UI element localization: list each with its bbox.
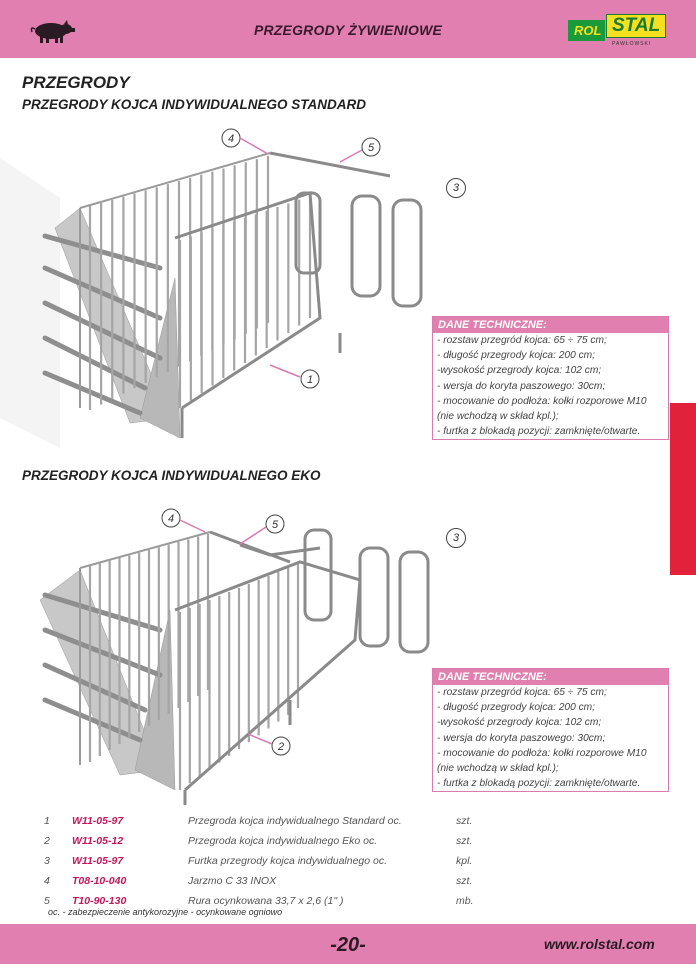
- parts-row: [40, 872, 490, 892]
- part-code: W11-05-12: [72, 835, 124, 847]
- tech-box-standard: [432, 316, 669, 440]
- part-unit: szt.: [456, 815, 473, 827]
- part-number: 1: [44, 815, 50, 827]
- callout-4: 4: [227, 133, 235, 145]
- tech-line: - furtka z blokadą pozycji: zamknięte/otwarte.: [437, 426, 641, 438]
- parts-row: [40, 852, 490, 872]
- callout-3-p2: [446, 528, 466, 548]
- page-side-tab: [670, 403, 696, 575]
- rolstal-logo: [568, 14, 668, 50]
- tech-heading: DANE TECHNICZNE:: [433, 317, 668, 333]
- callout-4: 4: [167, 513, 175, 525]
- part-unit: szt.: [456, 875, 473, 887]
- part-unit: kpl.: [456, 855, 473, 867]
- tech-line: - rozstaw przegród kojca: 65 ÷ 75 cm;: [437, 687, 607, 698]
- tech-line: - długość przegrody kojca: 200 cm;: [437, 702, 595, 714]
- part-code: T08-10-040: [72, 875, 127, 887]
- callout-3-label: 3: [452, 182, 460, 194]
- product2-title: PRZEGRODY KOJCA INDYWIDUALNEGO EKO: [22, 468, 321, 483]
- product1-title: PRZEGRODY KOJCA INDYWIDUALNEGO STANDARD: [22, 97, 367, 112]
- part-code: W11-05-97: [72, 815, 124, 827]
- part-number: 4: [44, 875, 50, 887]
- tech-heading: DANE TECHNICZNE:: [433, 669, 668, 685]
- product1-illustration: [0, 118, 440, 458]
- parts-row: [40, 812, 490, 832]
- parts-row: [40, 832, 490, 852]
- callout-1: 1: [306, 374, 314, 386]
- part-description: Przegroda kojca indywidualnego Standard oc.: [188, 815, 402, 827]
- tech-line: - rozstaw przegród kojca: 65 ÷ 75 cm;: [437, 335, 607, 346]
- page-number: -20-: [330, 934, 366, 956]
- tech-line: -wysokość przegrody kojca: 102 cm;: [437, 717, 602, 729]
- section-title: PRZEGRODY: [22, 73, 130, 92]
- callout-5: 5: [271, 519, 279, 531]
- part-description: Jarzmo C 33 INOX: [188, 875, 277, 887]
- header-title: PRZEGRODY ŻYWIENIOWE: [253, 22, 443, 38]
- website-link[interactable]: www.rolstal.com: [544, 936, 655, 952]
- product2-illustration: [0, 500, 440, 805]
- callout-3-p1: [446, 178, 466, 198]
- logo-stal: STAL: [606, 14, 666, 38]
- part-description: Przegroda kojca indywidualnego Eko oc.: [188, 835, 378, 847]
- tech-line: (nie wchodzą w skład kpl.);: [437, 763, 559, 775]
- part-number: 2: [44, 835, 50, 847]
- part-description: Furtka przegrody kojca indywidualnego oc.: [188, 855, 388, 867]
- part-number: 3: [44, 855, 50, 867]
- part-unit: szt.: [456, 835, 473, 847]
- tech-line: - mocowanie do podłoża: kołki rozporowe M10: [437, 395, 647, 407]
- logo-sub: PAWŁOWSKI: [612, 41, 652, 47]
- part-number: 5: [44, 895, 50, 907]
- parts-list: [40, 812, 490, 912]
- tech-box-eko: [432, 668, 669, 792]
- tech-line: - długość przegrody kojca: 200 cm;: [437, 350, 595, 362]
- footnote: oc. - zabezpieczenie antykorozyjne - ocynkowane ogniowo: [48, 907, 283, 917]
- callout-5: 5: [367, 142, 375, 154]
- logo-rol: ROL: [568, 20, 605, 41]
- part-code: W11-05-97: [72, 855, 124, 867]
- tech-line: - wersja do koryta paszowego: 30cm;: [437, 380, 606, 392]
- tech-line: - mocowanie do podłoża: kołki rozporowe M10: [437, 747, 647, 759]
- tech-line: - wersja do koryta paszowego: 30cm;: [437, 732, 606, 744]
- callout-2: 2: [277, 741, 285, 753]
- tech-line: -wysokość przegrody kojca: 102 cm;: [437, 365, 602, 377]
- tech-line: (nie wchodzą w skład kpl.);: [437, 411, 559, 423]
- part-code: T10-90-130: [72, 895, 127, 907]
- part-description: Rura ocynkowana 33,7 x 2,6 (1" ): [188, 895, 344, 907]
- callout-3-label: 3: [452, 532, 460, 544]
- tech-line: - furtka z blokadą pozycji: zamknięte/otwarte.: [437, 778, 641, 790]
- part-unit: mb.: [456, 895, 474, 907]
